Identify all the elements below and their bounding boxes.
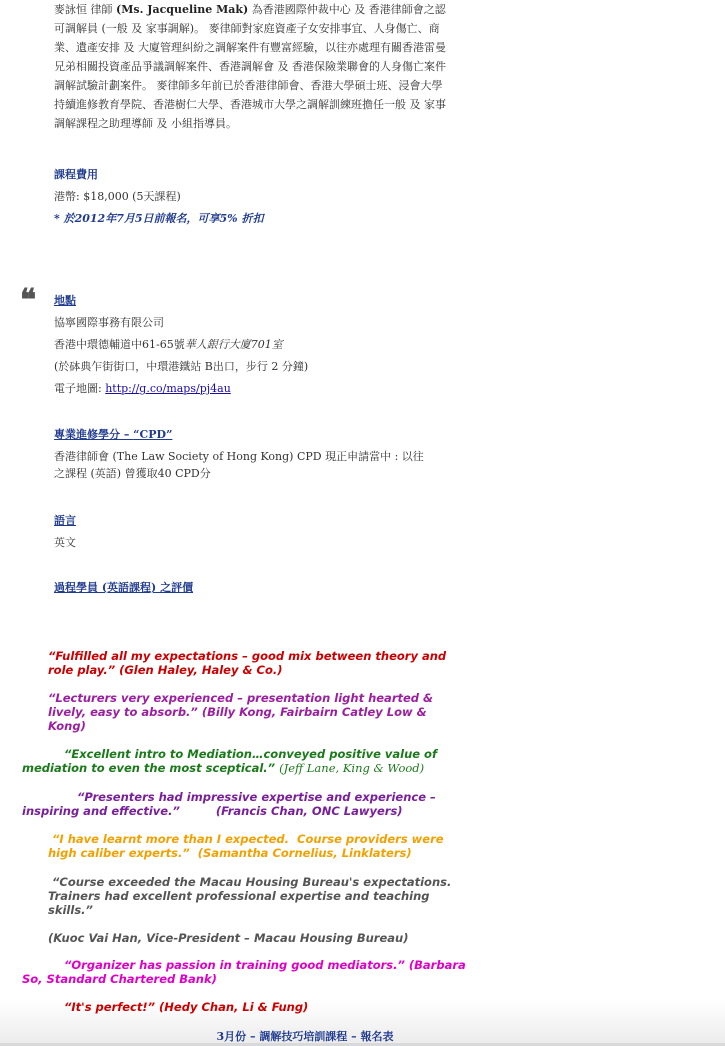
testimonial-6-author: (Kuoc Vai Han, Vice-President – Macau Housing Bureau) bbox=[48, 931, 409, 945]
testimonial-3-quote-end: mediation to even the most sceptical.” bbox=[22, 761, 280, 775]
testimonial-7-line-1: “Organizer has passion in training good mediators.” (Barbara bbox=[64, 958, 466, 972]
fee-title: 課程費用 bbox=[54, 168, 98, 181]
testimonial-1-line-2: role play.” (Glen Haley, Haley & Co.) bbox=[48, 663, 283, 677]
cpd-title-dash: – bbox=[120, 428, 134, 441]
testimonial-4 bbox=[22, 790, 436, 818]
venue-map bbox=[54, 380, 231, 396]
testimonial-7-line-2: So, Standard Chartered Bank) bbox=[22, 972, 217, 986]
testimonial-5-line-2: high caliber experts.” (Samantha Cornelius, Linklaters) bbox=[48, 846, 412, 860]
testimonial-2-line-1: “Lecturers very experienced – presentation light hearted & bbox=[48, 691, 434, 705]
bio-name-english: (Ms. Jacqueline Mak) bbox=[116, 3, 249, 16]
venue-address bbox=[54, 336, 283, 352]
venue-address-building: 華人銀行大廈701室 bbox=[184, 338, 283, 351]
testimonial-4-line-1: “Presenters had impressive expertise and experience – bbox=[77, 790, 436, 804]
testimonial-6-line-2: Trainers had excellent professional expertise and teaching bbox=[48, 889, 430, 903]
bio-text: 為香港國際仲裁中心 及 香港律師會之認可調解員 (一般 及 家事調解)。 麥律師對家庭資產子女安排事宜、人身傷亡、商業、遺產安排 及 大廈管理糾紛之調解案件有豐富經驗，以往亦處理有關香港雷曼兄弟相關投資產品爭議調解案件、香港調解會 及 香港保險業聯會的人身傷亡案件調解試驗計劃案件。 麥律師多年前已於香港律師會、香港大學碩士班、浸會大學持續進修教育學院、香港樹仁大學、香港城市大學之調解訓練班擔任一般 及 家事調解課程之助理導師 及 小組指導員。 bbox=[54, 3, 446, 130]
testimonial-2-line-3: Kong) bbox=[48, 719, 86, 733]
cpd-title bbox=[54, 426, 172, 442]
testimonial-3 bbox=[22, 747, 437, 775]
language-title: 語言 bbox=[54, 514, 76, 527]
testimonial-8: “It's perfect!” (Hedy Chan, Li & Fung) bbox=[64, 1000, 309, 1014]
testimonial-7 bbox=[22, 958, 466, 986]
venue-address-plain: 香港中環德輔道中61-65號 bbox=[54, 338, 185, 351]
testimonial-2-line-2: lively, easy to absorb.” (Billy Kong, Fairbairn Catley Low & bbox=[48, 705, 427, 719]
testimonial-5 bbox=[48, 832, 444, 860]
reviews-title: 過程學員 (英語課程) 之評價 bbox=[54, 581, 194, 594]
venue-company: 協寧國際事務有限公司 bbox=[54, 316, 164, 329]
footer-title: 3月份 – 調解技巧培訓課程 – 報名表 bbox=[216, 1030, 394, 1043]
venue-title: 地點 bbox=[54, 294, 76, 307]
testimonial-5-line-1: “I have learnt more than I expected. Course providers were bbox=[52, 832, 444, 846]
instructor-bio bbox=[54, 0, 449, 133]
venue-directions: (於砵典乍街街口，中環港鐵站 B出口，步行 2 分鐘) bbox=[54, 360, 309, 373]
cpd-line-1: 香港律師會 (The Law Society of Hong Kong) CPD 現正申請當中 : 以往 bbox=[54, 450, 424, 463]
testimonial-3-author: (Jeff Lane, King & Wood) bbox=[279, 761, 425, 775]
bio-name-prefix: 麥詠恒 律師 bbox=[54, 3, 116, 16]
fee-discount: * 於2012年7月5日前報名，可享5% 折扣 bbox=[54, 212, 264, 225]
cpd-title-en: “CPD” bbox=[133, 428, 173, 441]
testimonial-6-line-1: “Course exceeded the Macau Housing Bureau's expectations. bbox=[52, 875, 452, 889]
fee-price: 港幣: $18,000 (5天課程) bbox=[54, 190, 181, 203]
language-value: 英文 bbox=[54, 536, 76, 549]
testimonial-3-line-1: “Excellent intro to Mediation…conveyed positive value of bbox=[64, 747, 437, 761]
testimonial-6 bbox=[48, 875, 451, 917]
map-link[interactable]: http://g.co/maps/pj4au bbox=[105, 382, 231, 395]
quote-icon: ❝ bbox=[20, 283, 37, 318]
testimonial-1 bbox=[48, 649, 446, 677]
testimonial-3-line-2 bbox=[22, 761, 437, 775]
testimonial-6-line-3: skills.” bbox=[48, 903, 93, 917]
cpd-title-zh: 專業進修學分 bbox=[54, 428, 120, 441]
testimonial-2 bbox=[48, 691, 433, 733]
testimonial-1-line-1: “Fulfilled all my expectations – good mix between theory and bbox=[48, 649, 447, 663]
venue-map-label: 電子地圖: bbox=[54, 382, 106, 395]
testimonial-4-line-2: inspiring and effective.” (Francis Chan, ONC Lawyers) bbox=[22, 804, 403, 818]
cpd-line-2: 之課程 (英語) 曾獲取40 CPD分 bbox=[54, 467, 211, 480]
